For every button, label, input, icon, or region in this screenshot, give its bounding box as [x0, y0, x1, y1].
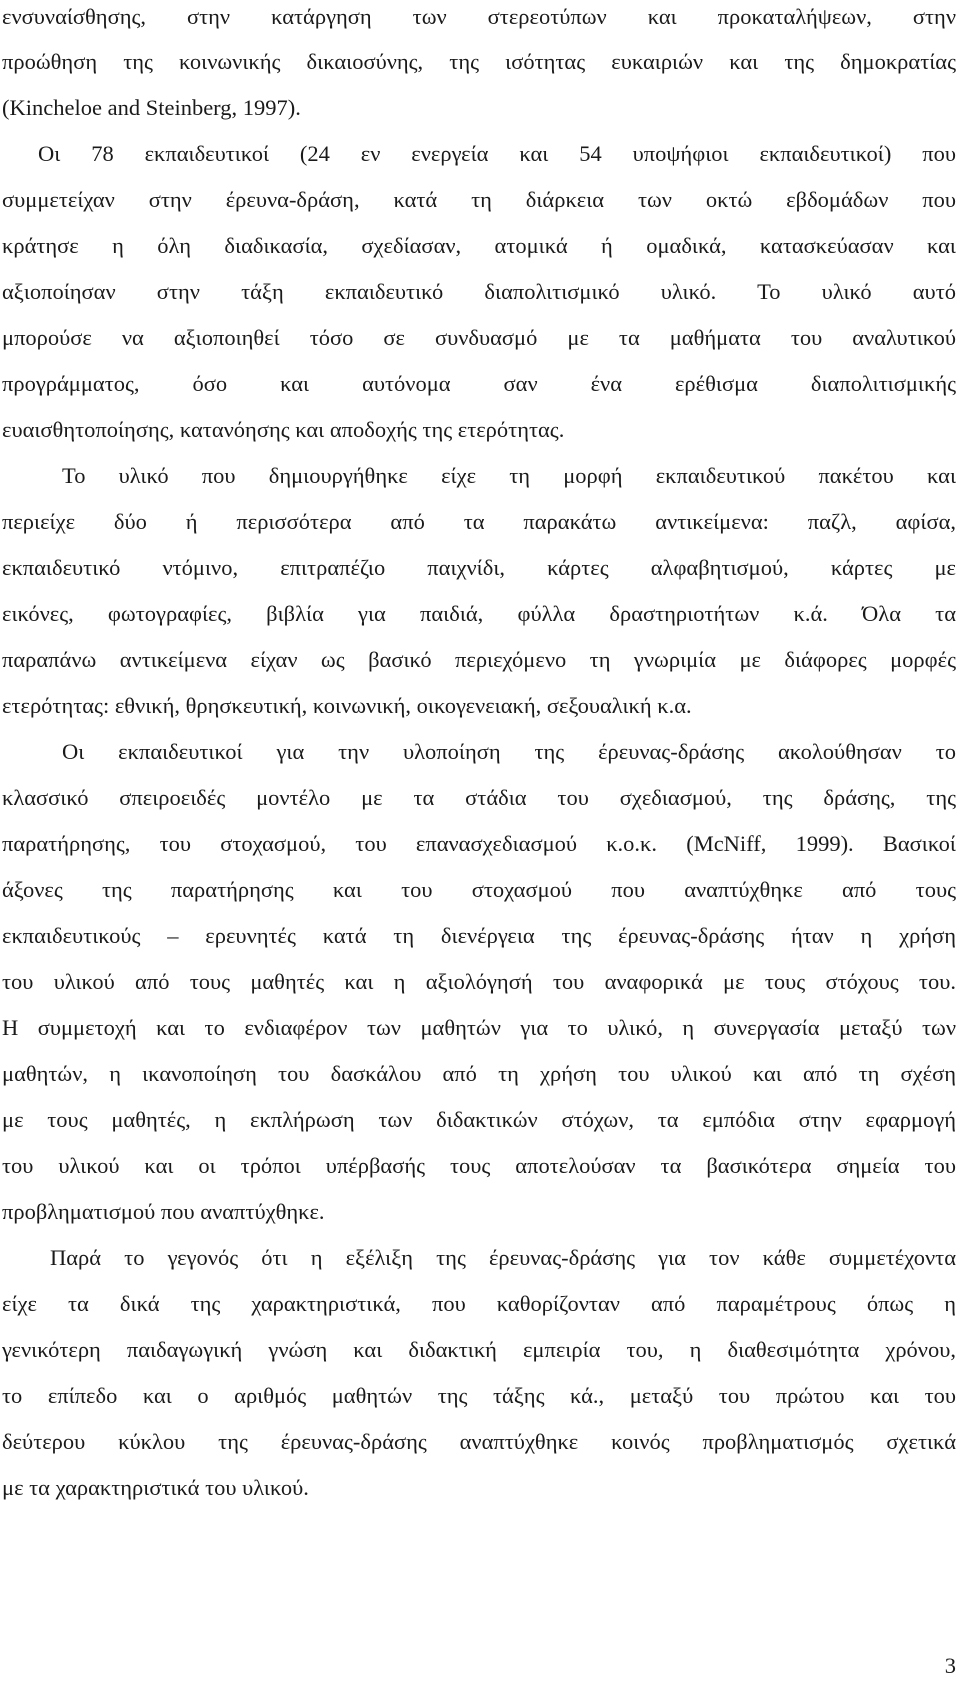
- text-line: άξονες της παρατήρησης και του στοχασμού που αναπτύχθηκε από τους: [2, 877, 956, 902]
- text-line: εκπαιδευτικό ντόμινο, επιτραπέζιο παιχνίδι, κάρτες αλφαβητισμού, κάρτες με: [2, 555, 956, 580]
- text-line: είχε τα δικά της χαρακτηριστικά, που καθορίζονταν από παραμέτρους όπως η: [2, 1291, 956, 1316]
- text-line: Παρά το γεγονός ότι η εξέλιξη της έρευνας-δράσης για τον κάθε συμμετέχοντα: [50, 1245, 956, 1270]
- text-line: του υλικού και οι τρόποι υπέρβασής τους αποτελούσαν τα βασικότερα σημεία του: [2, 1153, 956, 1178]
- text-line: κράτησε η όλη διαδικασία, σχεδίασαν, ατομικά ή ομαδικά, κατασκεύασαν και: [2, 233, 956, 258]
- text-line: (Kincheloe and Steinberg, 1997).: [2, 95, 301, 120]
- text-line: συμμετείχαν στην έρευνα-δράση, κατά τη διάρκεια των οκτώ εβδομάδων που: [2, 187, 956, 212]
- page-number: 3: [944, 1653, 956, 1678]
- text-line: Το υλικό που δημιουργήθηκε είχε τη μορφή εκπαιδευτικού πακέτου και: [62, 463, 956, 488]
- text-line: του υλικού από τους μαθητές και η αξιολόγησή του αναφορικά με τους στόχους του.: [2, 969, 956, 994]
- text-line: ευαισθητοποίησης, κατανόησης και αποδοχής της ετερότητας.: [2, 417, 565, 442]
- text-line: Οι εκπαιδευτικοί για την υλοποίηση της έρευνας-δράσης ακολούθησαν το: [62, 739, 956, 764]
- text-line: με τα χαρακτηριστικά του υλικού.: [2, 1475, 309, 1500]
- text-line: προγράμματος, όσο και αυτόνομα σαν ένα ερέθισμα διαπολιτισμικής: [2, 371, 956, 396]
- text-line: εικόνες, φωτογραφίες, βιβλία για παιδιά, φύλλα δραστηριοτήτων κ.ά. Όλα τα: [2, 601, 956, 626]
- text-line: περιείχε δύο ή περισσότερα από τα παρακάτω αντικείμενα: παζλ, αφίσα,: [2, 509, 956, 534]
- text-line: προβληματισμού που αναπτύχθηκε.: [2, 1199, 325, 1224]
- text-line: παρατήρησης, του στοχασμού, του επανασχεδιασμού κ.ο.κ. (McNiff, 1999). Βασικοί: [2, 831, 956, 856]
- text-line: γενικότερη παιδαγωγική γνώση και διδακτική εμπειρία του, η διαθεσιμότητα χρόνου,: [2, 1337, 956, 1362]
- text-line: ενσυναίσθησης, στην κατάργηση των στερεοτύπων και προκαταλήψεων, στην: [2, 4, 956, 29]
- text-line: μπορούσε να αξιοποιηθεί τόσο σε συνδυασμό με τα μαθήματα του αναλυτικού: [2, 325, 956, 350]
- text-line: με τους μαθητές, η εκπλήρωση των διδακτικών στόχων, τα εμπόδια στην εφαρμογή: [2, 1107, 956, 1132]
- text-line: δεύτερου κύκλου της έρευνας-δράσης αναπτύχθηκε κοινός προβληματισμός σχετικά: [2, 1429, 956, 1454]
- text-line: εκπαιδευτικούς – ερευνητές κατά τη διενέργεια της έρευνας-δράσης ήταν η χρήση: [2, 923, 956, 948]
- text-line: Η συμμετοχή και το ενδιαφέρον των μαθητών για το υλικό, η συνεργασία μεταξύ των: [2, 1015, 956, 1040]
- text-line: κλασσικό σπειροειδές μοντέλο με τα στάδια του σχεδιασμού, της δράσης, της: [2, 785, 956, 810]
- text-line: το επίπεδο και ο αριθμός μαθητών της τάξης κά., μεταξύ του πρώτου και του: [2, 1383, 956, 1408]
- text-line: Οι 78 εκπαιδευτικοί (24 εν ενεργεία και 54 υποψήφιοι εκπαιδευτικοί) που: [38, 141, 956, 166]
- text-line: μαθητών, η ικανοποίηση του δασκάλου από τη χρήση του υλικού και από τη σχέση: [2, 1061, 956, 1086]
- text-line: ετερότητας: εθνική, θρησκευτική, κοινωνική, οικογενειακή, σεξουαλική κ.α.: [2, 693, 692, 718]
- text-line: προώθηση της κοινωνικής δικαιοσύνης, της ισότητας ευκαιριών και της δημοκρατίας: [2, 49, 956, 74]
- text-line: αξιοποίησαν στην τάξη εκπαιδευτικό διαπολιτισμικό υλικό. Το υλικό αυτό: [2, 279, 956, 304]
- text-line: παραπάνω αντικείμενα είχαν ως βασικό περιεχόμενο τη γνωριμία με διάφορες μορφές: [2, 647, 956, 672]
